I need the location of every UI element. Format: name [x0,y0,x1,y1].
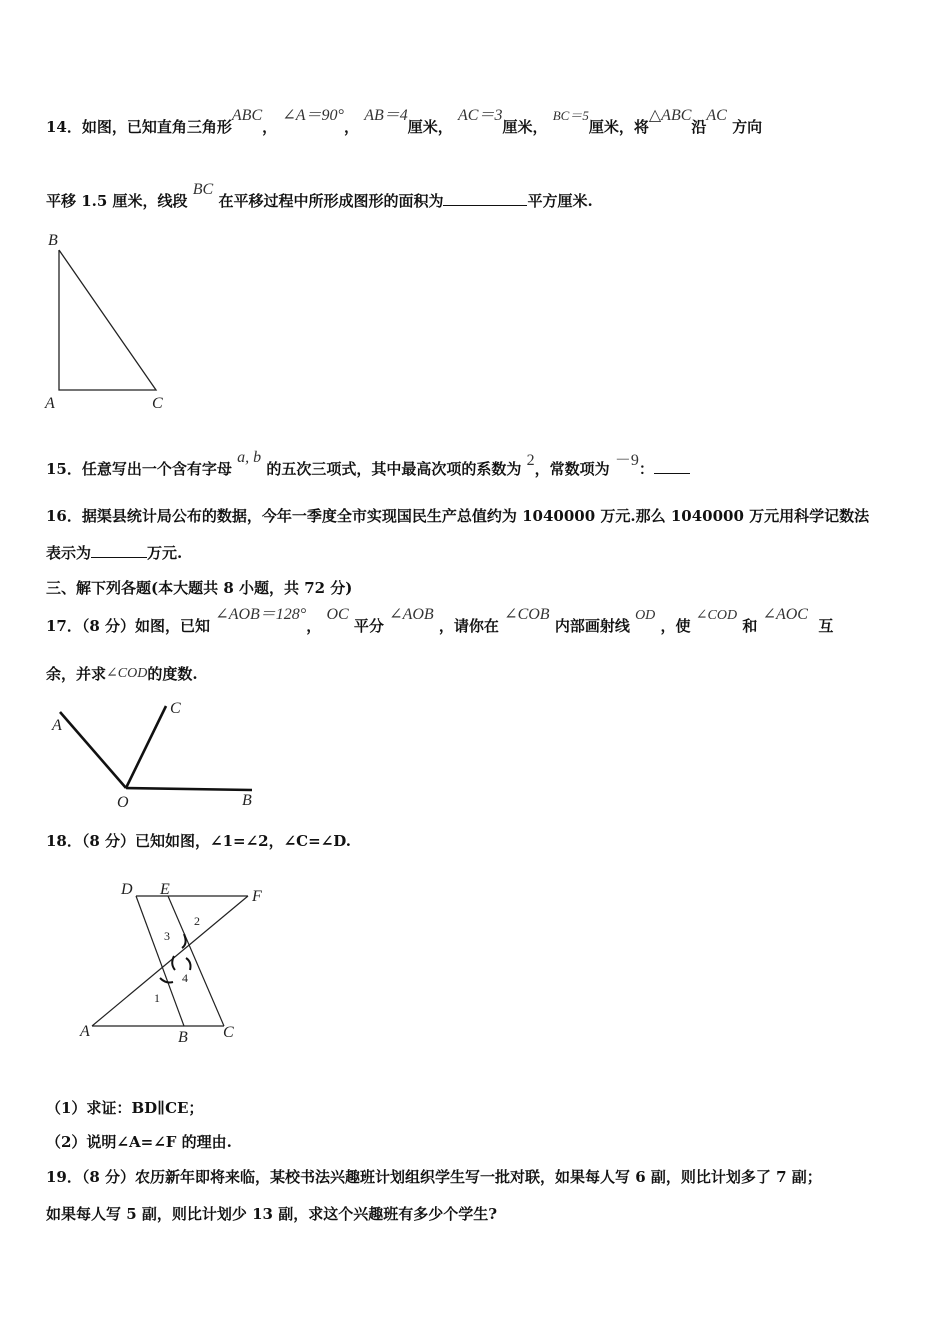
triangle-edges [59,250,156,390]
q18-line1: 18．（8 分）已知如图，∠1=∠2，∠C=∠D. [46,832,351,850]
label-angle-4: 4 [182,971,188,985]
math-angle-a: ∠A＝90° [282,107,344,124]
q14-line2 [46,181,593,211]
answer-blank[interactable] [654,459,690,474]
label-angle-1: 1 [154,991,160,1005]
q14-text: 平移 1.5 厘米，线段 [46,192,188,210]
q17-text: 17．（8 分）如图，已知 [46,617,211,635]
q18-sub2: （2）说明∠A=∠F 的理由. [46,1133,232,1151]
q17-text: 内部画射线 [554,617,630,635]
q14-text: 在平移过程中所形成图形的面积为 [218,192,444,210]
label-f: F [252,888,262,905]
ray-oc [126,706,166,788]
label-angle-3: 3 [164,929,170,943]
label-b: B [242,792,252,809]
ray-oa [60,712,126,788]
q16-line1: 16．据渠县统计局公布的数据，今年一季度全市实现国民生产总值约为 1040000 万元.那么 1040000 万元用科学记数法 [46,507,870,525]
angle-mark-1 [172,956,175,970]
q14-text: 厘米，将 [588,118,649,136]
math-triangle: △ABC [648,107,692,124]
q17-text: 余，并求 [46,665,107,683]
label-d: D [121,881,133,898]
math-od: OD [635,608,656,623]
q14-text: 方向 [732,118,763,136]
q19-line1: 19．（8 分）农历新年即将来临，某校书法兴趣班计划组织学生写一批对联，如果每人写 6 副，则比计划多了 7 副； [46,1168,822,1186]
right-triangle-figure [40,228,180,418]
answer-blank[interactable] [443,191,527,206]
q15-line [46,449,690,479]
math-ac2: AC [706,107,727,124]
math-aoc: ∠AOC [762,606,808,623]
line-af [92,896,248,1026]
math-aob: ∠AOB [389,606,434,623]
q15-text: ： [638,460,654,478]
label-angle-2: 2 [194,914,200,928]
q18-sub1: （1）求证：BD∥CE； [46,1099,204,1117]
angle-mark-3 [182,934,186,948]
q15-text: ，常数项为 [534,460,610,478]
q16-line2 [46,542,182,563]
q14-line1 [46,107,763,137]
math-ab: AB＝4 [364,107,408,124]
q19-line2: 如果每人写 5 副，则比计划少 13 副，求这个兴趣班有多少个学生? [46,1205,497,1223]
q17-text: 平分 [353,617,384,635]
q17-text: ，使 [660,617,691,635]
q16-text: 表示为 [46,544,92,562]
q14-text: 厘米， [502,118,548,136]
math-ab-letters: a, b [237,449,262,466]
label-c: C [223,1024,234,1041]
math-bc-seg: BC [192,181,214,198]
q17-line1 [46,606,834,636]
math-cob: ∠COB [504,606,550,623]
answer-blank[interactable] [91,543,147,558]
q17-text: 和 [742,617,758,635]
q17-text: 互 [818,617,834,635]
q17-line2 [46,663,198,684]
math-abc: ABC [231,107,263,124]
label-c: C [170,700,181,717]
q17-text: ，请你在 [438,617,499,635]
q14-text: 14．如图，已知直角三角形 [46,118,232,136]
q14-text: ， [262,118,278,136]
math-cod2: ∠COD [106,666,148,681]
label-e: E [160,881,170,898]
math-oc: OC [326,606,349,623]
label-b: B [178,1029,188,1044]
math-cod: ∠COD [695,608,738,623]
q17-text: 的度数. [147,665,198,683]
math-angle-aob: ∠AOB＝128° [215,606,307,623]
q14-text: 厘米， [407,118,453,136]
section-header: 三、解下列各题(本大题共 8 小题，共 72 分) [46,579,353,597]
parallel-lines-figure [76,874,276,1044]
label-b: B [48,232,58,249]
ray-ob [126,788,252,790]
q14-text: 平方厘米. [527,192,593,210]
q14-text: ， [343,118,359,136]
label-o: O [117,794,129,811]
label-a: A [45,395,55,412]
math-coefficient: 2 [526,452,535,469]
q17-text: ， [306,617,322,635]
q14-text: 沿 [691,118,707,136]
angle-mark-4 [186,958,191,970]
math-bc: BC＝5 [552,108,589,123]
label-c: C [152,395,163,412]
math-ac: AC＝3 [458,107,503,124]
q16-text: 万元. [147,544,183,562]
angle-figure [40,692,270,814]
label-a: A [52,717,62,734]
q15-text: 15．任意写出一个含有字母 [46,460,232,478]
label-a: A [80,1023,90,1040]
math-constant: －9 [614,452,639,469]
q15-text: 的五次三项式，其中最高次项的系数为 [266,460,522,478]
